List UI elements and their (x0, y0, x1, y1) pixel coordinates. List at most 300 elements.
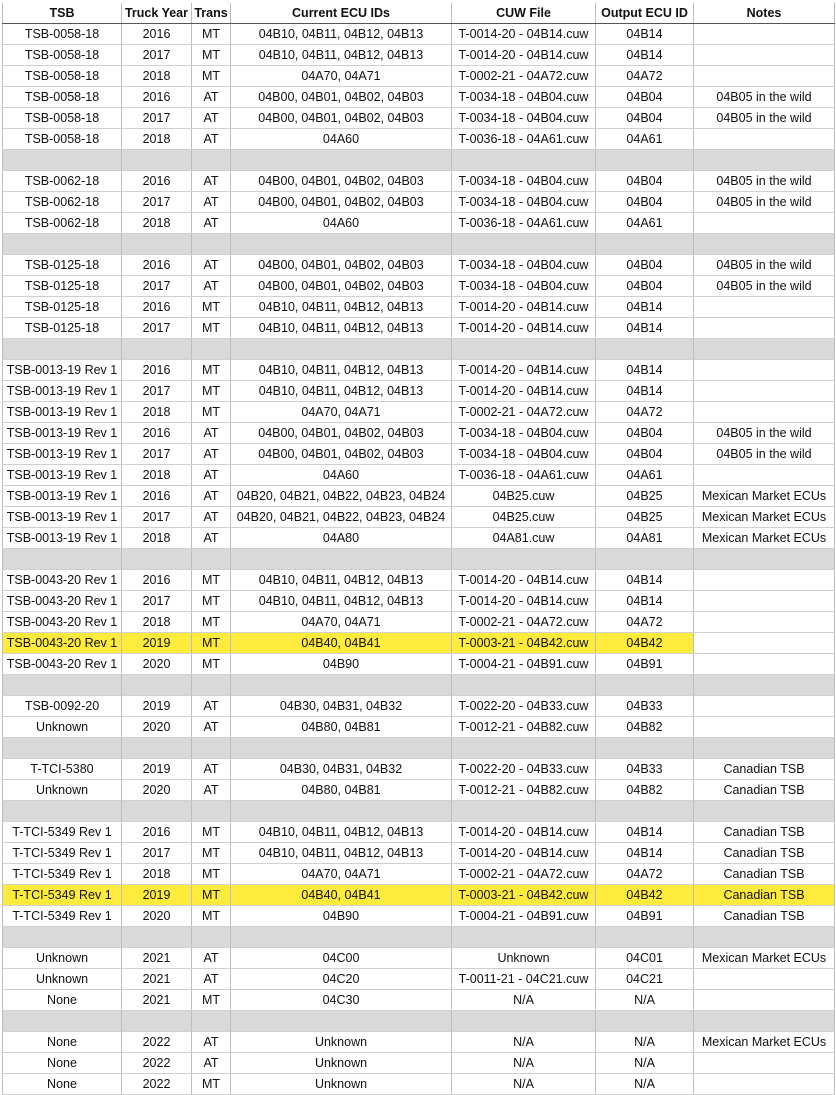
tsb-cell: TSB-0058-18 (3, 45, 122, 66)
tsb-cell: T-TCI-5349 Rev 1 (3, 822, 122, 843)
output-ecu-id-cell: 04B14 (596, 24, 694, 45)
trans-cell: MT (192, 360, 231, 381)
col-truck-year: Truck Year (122, 3, 192, 24)
table-row (3, 990, 835, 1011)
trans-cell: AT (192, 276, 231, 297)
cuw-file-cell: T-0036-18 - 04A61.cuw (452, 465, 596, 486)
table-row (3, 297, 835, 318)
separator-cell (694, 675, 835, 696)
cuw-file-cell: T-0014-20 - 04B14.cuw (452, 822, 596, 843)
separator-cell (3, 549, 122, 570)
cuw-file-cell: T-0002-21 - 04A72.cuw (452, 612, 596, 633)
separator-cell (452, 150, 596, 171)
table-row (3, 192, 835, 213)
table-row (3, 213, 835, 234)
trans-cell: MT (192, 843, 231, 864)
notes-cell: Mexican Market ECUs (694, 528, 835, 549)
table-row (3, 717, 835, 738)
output-ecu-id-cell: 04B04 (596, 171, 694, 192)
col-output-ecu-id: Output ECU ID (596, 3, 694, 24)
current-ecu-ids-cell: 04C20 (231, 969, 452, 990)
cuw-file-cell: T-0002-21 - 04A72.cuw (452, 402, 596, 423)
truck-year-cell: 2017 (122, 192, 192, 213)
table-row (3, 381, 835, 402)
cuw-file-cell: T-0034-18 - 04B04.cuw (452, 255, 596, 276)
notes-cell (694, 66, 835, 87)
trans-cell: MT (192, 654, 231, 675)
truck-year-cell: 2017 (122, 507, 192, 528)
table-row (3, 633, 835, 654)
tsb-cell: TSB-0125-18 (3, 276, 122, 297)
notes-cell: Canadian TSB (694, 759, 835, 780)
separator-cell (192, 1011, 231, 1032)
table-row (3, 1032, 835, 1053)
notes-cell (694, 402, 835, 423)
truck-year-cell: 2022 (122, 1053, 192, 1074)
output-ecu-id-cell: 04B14 (596, 381, 694, 402)
cuw-file-cell: N/A (452, 1074, 596, 1095)
current-ecu-ids-cell: 04B10, 04B11, 04B12, 04B13 (231, 822, 452, 843)
separator-cell (122, 1011, 192, 1032)
current-ecu-ids-cell: 04B30, 04B31, 04B32 (231, 696, 452, 717)
current-ecu-ids-cell: 04B00, 04B01, 04B02, 04B03 (231, 87, 452, 108)
separator-cell (192, 801, 231, 822)
table-row (3, 906, 835, 927)
truck-year-cell: 2016 (122, 423, 192, 444)
table-row (3, 570, 835, 591)
cuw-file-cell: T-0034-18 - 04B04.cuw (452, 87, 596, 108)
trans-cell: AT (192, 780, 231, 801)
current-ecu-ids-cell: 04B10, 04B11, 04B12, 04B13 (231, 24, 452, 45)
truck-year-cell: 2017 (122, 381, 192, 402)
table-row (3, 45, 835, 66)
tsb-cell: Unknown (3, 948, 122, 969)
trans-cell: MT (192, 633, 231, 654)
cuw-file-cell: T-0034-18 - 04B04.cuw (452, 423, 596, 444)
notes-cell: Canadian TSB (694, 864, 835, 885)
output-ecu-id-cell: 04B33 (596, 696, 694, 717)
current-ecu-ids-cell: 04B40, 04B41 (231, 885, 452, 906)
tsb-cell: TSB-0043-20 Rev 1 (3, 654, 122, 675)
cuw-file-cell: T-0003-21 - 04B42.cuw (452, 633, 596, 654)
separator-cell (192, 339, 231, 360)
table-row (3, 402, 835, 423)
tsb-cell: TSB-0058-18 (3, 66, 122, 87)
output-ecu-id-cell: 04B04 (596, 255, 694, 276)
separator-cell (596, 801, 694, 822)
truck-year-cell: 2020 (122, 717, 192, 738)
tsb-cell: None (3, 1053, 122, 1074)
table-row (3, 444, 835, 465)
truck-year-cell: 2018 (122, 465, 192, 486)
truck-year-cell: 2021 (122, 969, 192, 990)
trans-cell: AT (192, 1053, 231, 1074)
notes-cell: 04B05 in the wild (694, 171, 835, 192)
truck-year-cell: 2017 (122, 276, 192, 297)
notes-cell: 04B05 in the wild (694, 423, 835, 444)
current-ecu-ids-cell: 04B10, 04B11, 04B12, 04B13 (231, 45, 452, 66)
separator-row (3, 801, 835, 822)
tsb-cell: TSB-0013-19 Rev 1 (3, 507, 122, 528)
output-ecu-id-cell: 04A72 (596, 402, 694, 423)
tsb-cell: None (3, 990, 122, 1011)
tsb-cell: TSB-0125-18 (3, 255, 122, 276)
current-ecu-ids-cell: 04B10, 04B11, 04B12, 04B13 (231, 381, 452, 402)
notes-cell: Mexican Market ECUs (694, 507, 835, 528)
separator-cell (231, 150, 452, 171)
current-ecu-ids-cell: 04B40, 04B41 (231, 633, 452, 654)
notes-cell (694, 612, 835, 633)
separator-cell (3, 927, 122, 948)
separator-row (3, 1011, 835, 1032)
col-tsb: TSB (3, 3, 122, 24)
output-ecu-id-cell: N/A (596, 1032, 694, 1053)
tsb-cell: T-TCI-5349 Rev 1 (3, 906, 122, 927)
cuw-file-cell: T-0034-18 - 04B04.cuw (452, 444, 596, 465)
output-ecu-id-cell: 04C01 (596, 948, 694, 969)
separator-cell (122, 675, 192, 696)
separator-cell (452, 738, 596, 759)
truck-year-cell: 2019 (122, 633, 192, 654)
separator-cell (452, 234, 596, 255)
separator-cell (192, 150, 231, 171)
trans-cell: AT (192, 1032, 231, 1053)
trans-cell: AT (192, 507, 231, 528)
cuw-file-cell: N/A (452, 990, 596, 1011)
current-ecu-ids-cell: 04B00, 04B01, 04B02, 04B03 (231, 108, 452, 129)
output-ecu-id-cell: 04B91 (596, 906, 694, 927)
output-ecu-id-cell: 04B25 (596, 507, 694, 528)
table-row (3, 843, 835, 864)
trans-cell: MT (192, 318, 231, 339)
tsb-cell: TSB-0062-18 (3, 192, 122, 213)
table-row (3, 129, 835, 150)
current-ecu-ids-cell: 04B10, 04B11, 04B12, 04B13 (231, 591, 452, 612)
output-ecu-id-cell: 04B42 (596, 633, 694, 654)
separator-cell (596, 1011, 694, 1032)
cuw-file-cell: T-0022-20 - 04B33.cuw (452, 696, 596, 717)
separator-cell (596, 927, 694, 948)
trans-cell: AT (192, 759, 231, 780)
separator-row (3, 738, 835, 759)
cuw-file-cell: T-0012-21 - 04B82.cuw (452, 780, 596, 801)
table-row (3, 66, 835, 87)
separator-cell (231, 549, 452, 570)
output-ecu-id-cell: 04B14 (596, 360, 694, 381)
table-row (3, 528, 835, 549)
cuw-file-cell: T-0012-21 - 04B82.cuw (452, 717, 596, 738)
truck-year-cell: 2018 (122, 612, 192, 633)
tsb-cell: TSB-0062-18 (3, 171, 122, 192)
separator-cell (596, 150, 694, 171)
output-ecu-id-cell: 04A61 (596, 129, 694, 150)
output-ecu-id-cell: 04B14 (596, 45, 694, 66)
notes-cell: Canadian TSB (694, 906, 835, 927)
current-ecu-ids-cell: 04C00 (231, 948, 452, 969)
separator-cell (192, 738, 231, 759)
table-body (3, 24, 835, 1095)
trans-cell: AT (192, 444, 231, 465)
notes-cell: Canadian TSB (694, 843, 835, 864)
tsb-cell: TSB-0125-18 (3, 318, 122, 339)
table-row (3, 591, 835, 612)
current-ecu-ids-cell: 04B00, 04B01, 04B02, 04B03 (231, 444, 452, 465)
trans-cell: MT (192, 381, 231, 402)
table-row (3, 969, 835, 990)
current-ecu-ids-cell: 04A60 (231, 213, 452, 234)
current-ecu-ids-cell: 04B90 (231, 654, 452, 675)
tsb-cell: Unknown (3, 717, 122, 738)
output-ecu-id-cell: 04A72 (596, 612, 694, 633)
output-ecu-id-cell: 04B14 (596, 570, 694, 591)
cuw-file-cell: T-0014-20 - 04B14.cuw (452, 843, 596, 864)
table-row (3, 465, 835, 486)
cuw-file-cell: T-0014-20 - 04B14.cuw (452, 297, 596, 318)
current-ecu-ids-cell: Unknown (231, 1032, 452, 1053)
col-notes: Notes (694, 3, 835, 24)
tsb-cell: T-TCI-5349 Rev 1 (3, 843, 122, 864)
separator-row (3, 927, 835, 948)
tsb-cell: TSB-0125-18 (3, 297, 122, 318)
output-ecu-id-cell: 04B42 (596, 885, 694, 906)
current-ecu-ids-cell: 04B00, 04B01, 04B02, 04B03 (231, 423, 452, 444)
trans-cell: MT (192, 66, 231, 87)
separator-row (3, 150, 835, 171)
notes-cell (694, 654, 835, 675)
current-ecu-ids-cell: 04B20, 04B21, 04B22, 04B23, 04B24 (231, 507, 452, 528)
trans-cell: MT (192, 297, 231, 318)
cuw-file-cell: T-0011-21 - 04C21.cuw (452, 969, 596, 990)
truck-year-cell: 2019 (122, 759, 192, 780)
current-ecu-ids-cell: 04B10, 04B11, 04B12, 04B13 (231, 360, 452, 381)
separator-row (3, 339, 835, 360)
output-ecu-id-cell: 04A61 (596, 213, 694, 234)
table-row (3, 255, 835, 276)
cuw-file-cell: T-0004-21 - 04B91.cuw (452, 654, 596, 675)
output-ecu-id-cell: 04B14 (596, 822, 694, 843)
tsb-cell: TSB-0013-19 Rev 1 (3, 486, 122, 507)
tsb-cell: TSB-0058-18 (3, 24, 122, 45)
table-row (3, 108, 835, 129)
separator-cell (122, 927, 192, 948)
current-ecu-ids-cell: 04A70, 04A71 (231, 864, 452, 885)
separator-cell (694, 549, 835, 570)
separator-cell (231, 1011, 452, 1032)
separator-cell (452, 927, 596, 948)
truck-year-cell: 2022 (122, 1074, 192, 1095)
separator-cell (694, 738, 835, 759)
notes-cell: Mexican Market ECUs (694, 948, 835, 969)
cuw-file-cell: T-0036-18 - 04A61.cuw (452, 129, 596, 150)
notes-cell (694, 465, 835, 486)
table-row (3, 654, 835, 675)
tsb-cell: TSB-0013-19 Rev 1 (3, 528, 122, 549)
tsb-cell: TSB-0043-20 Rev 1 (3, 591, 122, 612)
separator-cell (3, 801, 122, 822)
separator-cell (192, 675, 231, 696)
separator-cell (694, 339, 835, 360)
truck-year-cell: 2017 (122, 591, 192, 612)
truck-year-cell: 2020 (122, 780, 192, 801)
output-ecu-id-cell: N/A (596, 990, 694, 1011)
truck-year-cell: 2016 (122, 297, 192, 318)
current-ecu-ids-cell: 04B80, 04B81 (231, 717, 452, 738)
output-ecu-id-cell: 04B04 (596, 444, 694, 465)
separator-cell (122, 339, 192, 360)
cuw-file-cell: T-0034-18 - 04B04.cuw (452, 276, 596, 297)
output-ecu-id-cell: 04B82 (596, 717, 694, 738)
truck-year-cell: 2018 (122, 213, 192, 234)
separator-cell (231, 675, 452, 696)
table-row (3, 423, 835, 444)
output-ecu-id-cell: 04B04 (596, 423, 694, 444)
truck-year-cell: 2018 (122, 864, 192, 885)
notes-cell (694, 129, 835, 150)
truck-year-cell: 2018 (122, 66, 192, 87)
separator-row (3, 675, 835, 696)
trans-cell: MT (192, 885, 231, 906)
tsb-cell: T-TCI-5349 Rev 1 (3, 864, 122, 885)
truck-year-cell: 2016 (122, 24, 192, 45)
cuw-file-cell: Unknown (452, 948, 596, 969)
trans-cell: AT (192, 696, 231, 717)
output-ecu-id-cell: 04A72 (596, 864, 694, 885)
trans-cell: AT (192, 87, 231, 108)
current-ecu-ids-cell: 04A80 (231, 528, 452, 549)
tsb-cell: TSB-0058-18 (3, 129, 122, 150)
cuw-file-cell: T-0036-18 - 04A61.cuw (452, 213, 596, 234)
table-row (3, 1053, 835, 1074)
trans-cell: MT (192, 612, 231, 633)
separator-cell (192, 549, 231, 570)
notes-cell: Canadian TSB (694, 822, 835, 843)
header-row (3, 3, 835, 24)
ecu-table (2, 3, 835, 1095)
current-ecu-ids-cell: 04B00, 04B01, 04B02, 04B03 (231, 171, 452, 192)
truck-year-cell: 2020 (122, 654, 192, 675)
separator-cell (694, 150, 835, 171)
separator-cell (694, 1011, 835, 1032)
table-row (3, 780, 835, 801)
tsb-cell: TSB-0013-19 Rev 1 (3, 423, 122, 444)
tsb-cell: TSB-0062-18 (3, 213, 122, 234)
cuw-file-cell: T-0014-20 - 04B14.cuw (452, 318, 596, 339)
current-ecu-ids-cell: 04B10, 04B11, 04B12, 04B13 (231, 843, 452, 864)
output-ecu-id-cell: N/A (596, 1074, 694, 1095)
current-ecu-ids-cell: 04B10, 04B11, 04B12, 04B13 (231, 318, 452, 339)
truck-year-cell: 2017 (122, 45, 192, 66)
separator-cell (231, 801, 452, 822)
notes-cell: Mexican Market ECUs (694, 1032, 835, 1053)
trans-cell: MT (192, 906, 231, 927)
cuw-file-cell: T-0034-18 - 04B04.cuw (452, 171, 596, 192)
separator-row (3, 234, 835, 255)
tsb-cell: TSB-0013-19 Rev 1 (3, 465, 122, 486)
trans-cell: AT (192, 465, 231, 486)
cuw-file-cell: T-0004-21 - 04B91.cuw (452, 906, 596, 927)
current-ecu-ids-cell: 04A70, 04A71 (231, 612, 452, 633)
truck-year-cell: 2017 (122, 444, 192, 465)
tsb-cell: T-TCI-5380 (3, 759, 122, 780)
notes-cell (694, 45, 835, 66)
current-ecu-ids-cell: 04B00, 04B01, 04B02, 04B03 (231, 276, 452, 297)
notes-cell: 04B05 in the wild (694, 192, 835, 213)
truck-year-cell: 2018 (122, 129, 192, 150)
truck-year-cell: 2019 (122, 885, 192, 906)
tsb-cell: TSB-0043-20 Rev 1 (3, 612, 122, 633)
trans-cell: MT (192, 864, 231, 885)
current-ecu-ids-cell: 04B30, 04B31, 04B32 (231, 759, 452, 780)
output-ecu-id-cell: 04A61 (596, 465, 694, 486)
table-row (3, 759, 835, 780)
table-row (3, 885, 835, 906)
cuw-file-cell: 04B25.cuw (452, 486, 596, 507)
notes-cell (694, 360, 835, 381)
tsb-cell: TSB-0013-19 Rev 1 (3, 360, 122, 381)
cuw-file-cell: T-0014-20 - 04B14.cuw (452, 570, 596, 591)
current-ecu-ids-cell: 04B80, 04B81 (231, 780, 452, 801)
table-row (3, 948, 835, 969)
separator-cell (3, 675, 122, 696)
notes-cell (694, 381, 835, 402)
notes-cell: 04B05 in the wild (694, 108, 835, 129)
separator-cell (452, 339, 596, 360)
table-row (3, 696, 835, 717)
current-ecu-ids-cell: 04A60 (231, 129, 452, 150)
notes-cell: 04B05 in the wild (694, 444, 835, 465)
current-ecu-ids-cell: Unknown (231, 1074, 452, 1095)
table-row (3, 822, 835, 843)
trans-cell: MT (192, 45, 231, 66)
current-ecu-ids-cell: 04A70, 04A71 (231, 402, 452, 423)
truck-year-cell: 2020 (122, 906, 192, 927)
table-row (3, 87, 835, 108)
trans-cell: AT (192, 528, 231, 549)
trans-cell: AT (192, 108, 231, 129)
tsb-cell: None (3, 1032, 122, 1053)
trans-cell: MT (192, 822, 231, 843)
tsb-cell: TSB-0092-20 (3, 696, 122, 717)
output-ecu-id-cell: 04B33 (596, 759, 694, 780)
output-ecu-id-cell: 04B04 (596, 108, 694, 129)
trans-cell: AT (192, 171, 231, 192)
separator-cell (452, 675, 596, 696)
cuw-file-cell: T-0034-18 - 04B04.cuw (452, 192, 596, 213)
output-ecu-id-cell: 04B14 (596, 297, 694, 318)
separator-cell (231, 234, 452, 255)
separator-cell (3, 738, 122, 759)
col-cuw-file: CUW File (452, 3, 596, 24)
separator-cell (3, 339, 122, 360)
separator-cell (452, 1011, 596, 1032)
tsb-cell: TSB-0013-19 Rev 1 (3, 444, 122, 465)
trans-cell: MT (192, 1074, 231, 1095)
separator-cell (231, 927, 452, 948)
separator-cell (231, 738, 452, 759)
cuw-file-cell: N/A (452, 1032, 596, 1053)
trans-cell: AT (192, 423, 231, 444)
trans-cell: AT (192, 717, 231, 738)
output-ecu-id-cell: 04B91 (596, 654, 694, 675)
current-ecu-ids-cell: 04B10, 04B11, 04B12, 04B13 (231, 570, 452, 591)
tsb-cell: TSB-0043-20 Rev 1 (3, 633, 122, 654)
cuw-file-cell: T-0002-21 - 04A72.cuw (452, 66, 596, 87)
separator-cell (122, 801, 192, 822)
truck-year-cell: 2016 (122, 360, 192, 381)
notes-cell (694, 696, 835, 717)
tsb-cell: T-TCI-5349 Rev 1 (3, 885, 122, 906)
table-row (3, 276, 835, 297)
